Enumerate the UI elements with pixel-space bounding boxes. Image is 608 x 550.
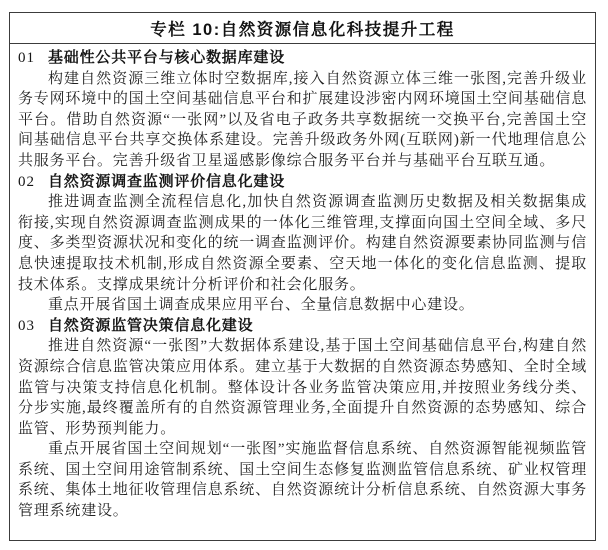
section-03 <box>18 316 587 522</box>
section-number: 03 <box>18 317 35 334</box>
section-title: 基础性公共平台与核心数据库建设 <box>48 50 286 66</box>
section-number: 02 <box>18 173 35 190</box>
panel-body <box>10 44 595 522</box>
section-paragraph: 重点开展省国土空间规划“一张图”实施监督信息系统、自然资源智能视频监管系统、国土空间用途管制系统、国土空间生态修复监测监管信息系统、矿业权管理系统、集体土地征收管理信息系统、自然资源统计分析信息系统、自然资源大事务管理系统建设。 <box>18 441 587 520</box>
section-heading <box>18 48 587 69</box>
section-paragraph: 推进调查监测全流程信息化,加快自然资源调查监测历史数据及相关数据集成衔接,实现自然资源调查监测成果的一体化三维管理,支撑面向国土空间全域、多尺度、多类型资源状况和变化的统一调查监测评价。构建自然资源要素协同监测与信息快速提取技术机制,形成自然资源全要素、空天地一体化的变化信息监测、提取技术体系。支撑成果统计分析评价和社会化服务。 <box>18 194 587 293</box>
section-title: 自然资源监管决策信息化建设 <box>48 317 254 334</box>
section-heading <box>18 172 587 193</box>
section-number: 01 <box>18 50 35 66</box>
section-paragraph: 推进自然资源“一张图”大数据体系建设,基于国土空间基础信息平台,构建自然资源综合信息监管决策应用体系。建立基于大数据的自然资源态势感知、全时全域监管与决策支持信息化机制。整体设计各业务监管决策应用,并按照业务线分类、分步实施,最终覆盖所有的自然资源管理业务,全面提升自然资源的态势感知、综合监管、形势预判能力。 <box>18 338 587 437</box>
panel-title: 专栏 10:自然资源信息化科技提升工程 <box>150 21 455 39</box>
section-01 <box>18 48 587 172</box>
section-paragraph: 重点开展省国土调查成果应用平台、全量信息数据中心建设。 <box>48 297 475 314</box>
section-heading <box>18 316 587 337</box>
section-paragraph: 构建自然资源三维立体时空数据库,接入自然资源立体三维一张图,完善升级业务专网环境中的国土空间基础信息平台和扩展建设涉密内网环境国土空间基础信息平台。借助自然资源“一张网”以及省电子政务共享数据统一交换平台,完善国土空间基础信息平台共享交换体系建设。完善升级政务外网(互联网)新一代地理信息公共服务平台。完善升级省卫星遥感影像综合服务平台并与基础平台互联互通。 <box>18 70 587 169</box>
section-02 <box>18 172 587 316</box>
panel-title-bar <box>10 13 595 44</box>
section-title: 自然资源调查监测评价信息化建设 <box>48 173 286 190</box>
column-panel <box>9 12 596 541</box>
